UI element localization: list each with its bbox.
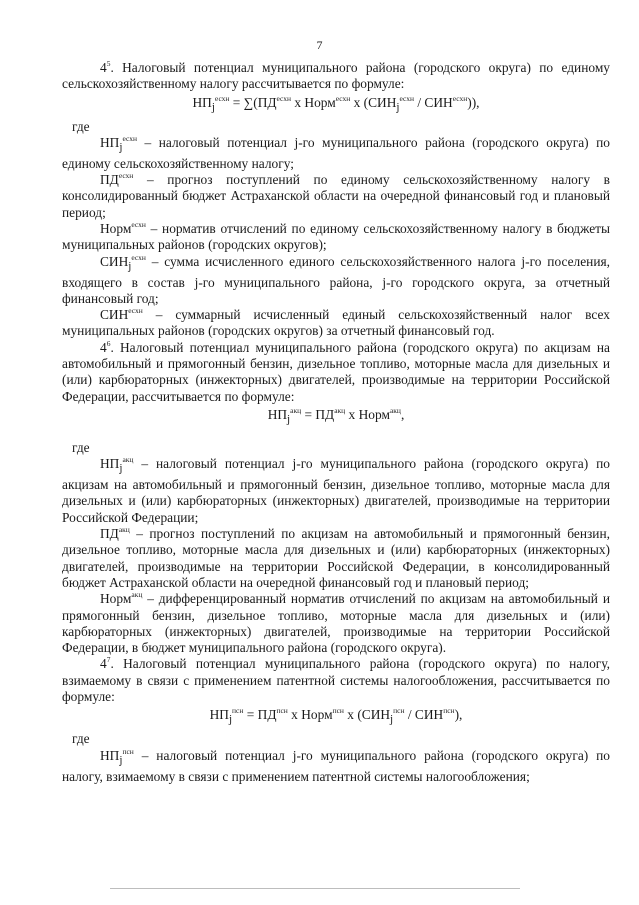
- formula-sub: j: [287, 413, 291, 426]
- definition-symbol: ПД: [100, 172, 119, 188]
- definition-sub: j: [128, 260, 132, 273]
- formula-term: x Норм: [291, 94, 336, 110]
- definition-text: – сумма исчисленного единого сельскохозяйственного налога j-го поселения, входящего в состав j-го муниципального района, j-го городского округа, за отчетный финансовый год;: [62, 253, 610, 306]
- definition-sub: j: [119, 754, 123, 767]
- definition-text: – дифференцированный норматив отчислений по акцизам на автомобильный и прямогонный бензин, дизельное топливо, моторные масла для дизельных и (или) карбюраторных (инжекторных) двигателей, производимые на территории Российской Федерации, в бюджет муниципального района (городского округа).: [62, 591, 610, 656]
- formula-sup: псн: [393, 706, 405, 716]
- definition-text: – налоговый потенциал j-го муниципального района (городского округа) по акцизам на автомобильный и прямогонный бензин, дизельное топливо, моторные масла для дизельных и (или) карбюраторных (инжекторных) двигателей, производимые на территории Российской Федерации;: [62, 456, 610, 525]
- definition-item: [62, 748, 610, 785]
- section-4-6-intro: [62, 340, 610, 405]
- definition-symbol: Норм: [100, 221, 132, 237]
- definitions-akc: [62, 456, 610, 656]
- formula-eskhn: [62, 95, 610, 116]
- formula-term: = ПД: [301, 406, 335, 422]
- definition-text: – норматив отчислений по единому сельскохозяйственному налогу в бюджеты муниципальных районов (городских округов);: [62, 221, 610, 253]
- definition-item: [62, 221, 610, 254]
- definition-sup: акц: [118, 525, 130, 535]
- definitions-eskhn: [62, 135, 610, 340]
- clause-number: 4: [100, 656, 107, 672]
- clause-superscript: 6: [106, 338, 111, 348]
- clause-superscript: 5: [106, 59, 111, 68]
- formula-sup: акц: [290, 405, 302, 415]
- definition-symbol: Норм: [100, 591, 132, 607]
- definition-sup: есхн: [118, 171, 134, 181]
- definition-symbol: НП: [100, 747, 120, 763]
- formula-psn: [62, 707, 610, 728]
- formula-term: НП: [192, 94, 212, 110]
- definition-text: – прогноз поступлений по единому сельскохозяйственному налогу в консолидированный бюджет Астраханской области на очередной финансовый год и плановый период;: [62, 172, 610, 220]
- formula-sup: псн: [232, 706, 244, 716]
- definition-item: [62, 135, 610, 172]
- formula-sup: есхн: [399, 93, 415, 103]
- formula-sup: псн: [443, 706, 455, 716]
- definition-symbol: СИН: [100, 307, 129, 323]
- formula-term: = ∑(ПД: [229, 94, 277, 110]
- formula-term: НП: [267, 406, 288, 422]
- formula-sup: акц: [334, 405, 346, 415]
- document-body: [62, 60, 610, 785]
- definition-sup: есхн: [131, 252, 146, 262]
- where-label: где: [72, 118, 90, 134]
- formula-term: ,: [400, 406, 405, 422]
- clause-text: . Налоговый потенциал муниципального района (городского округа) по акцизам на автомобильный и прямогонный бензин, дизельное топливо, моторные масла для дизельных и (или) карбюраторных (инжекторных) двигателей, производимые на территории Российской Федерации, рассчитывается по формуле:: [62, 339, 610, 404]
- where-label: где: [72, 439, 90, 455]
- formula-sub: j: [228, 714, 233, 727]
- definition-sup: акц: [122, 455, 134, 465]
- definition-symbol: ПД: [100, 526, 119, 542]
- definition-sup: есхн: [122, 133, 137, 143]
- formula-term: x Норм: [287, 707, 333, 723]
- definition-sup: псн: [122, 746, 134, 756]
- definition-item: [62, 591, 610, 656]
- definition-sub: j: [119, 141, 123, 154]
- clause-superscript: 7: [106, 655, 111, 665]
- definition-item: [62, 456, 610, 526]
- definition-sup: есхн: [128, 306, 143, 316]
- page-number: 7: [316, 38, 323, 52]
- formula-term: x (СИН: [350, 94, 397, 110]
- section-4-5-intro: [62, 60, 610, 93]
- definition-symbol: НП: [100, 456, 120, 472]
- definitions-psn: [62, 748, 610, 785]
- formula-sup: псн: [332, 706, 344, 716]
- formula-term: = ПД: [243, 707, 277, 723]
- formula-term: x Норм: [345, 406, 390, 422]
- formula-term: )),: [467, 94, 480, 110]
- clause-text: . Налоговый потенциал муниципального района (городского округа) по налогу, взимаемому в связи с применением патентной системы налогообложения, рассчитывается по формуле:: [62, 656, 610, 705]
- formula-sup: есхн: [335, 93, 351, 103]
- formula-sub: j: [396, 101, 400, 114]
- formula-sup: псн: [276, 706, 288, 716]
- section-4-7-intro: [62, 656, 610, 705]
- definition-item: [62, 172, 610, 221]
- definition-item: [62, 526, 610, 591]
- formula-sub: j: [390, 714, 394, 727]
- clause-number: 4: [100, 339, 107, 355]
- formula-sup: есхн: [276, 93, 292, 103]
- clause-number: 4: [100, 60, 107, 75]
- formula-akc: [62, 407, 610, 428]
- formula-term: / СИН: [414, 94, 453, 110]
- definition-sup: есхн: [131, 220, 146, 230]
- definition-symbol: НП: [100, 134, 120, 150]
- formula-sup: есхн: [452, 93, 468, 103]
- definition-sub: j: [119, 462, 123, 475]
- definition-text: – прогноз поступлений по акцизам на автомобильный и прямогонный бензин, дизельное топливо, моторные масла для дизельных и (или) карбюраторных (инжекторных) двигателей, производимые на территории Российской Федерации, в консолидированный бюджет Астраханской области на очередной финансовый год и плановый период;: [62, 526, 610, 590]
- formula-term: x (СИН: [343, 707, 391, 723]
- where-label: где: [72, 731, 90, 747]
- definition-item: [62, 307, 610, 340]
- formula-sup: акц: [389, 405, 401, 415]
- definition-text: – налоговый потенциал j-го муниципального района (городского округа) по единому сельскохозяйственному налогу;: [62, 134, 610, 171]
- definition-symbol: СИН: [100, 253, 129, 269]
- clause-text: . Налоговый потенциал муниципального района (городского округа) по единому сельскохозяйственному налогу рассчитывается по формуле:: [62, 60, 610, 92]
- formula-term: НП: [209, 707, 229, 723]
- formula-term: / СИН: [404, 707, 444, 723]
- definition-text: – налоговый потенциал j-го муниципального района (городского округа) по налогу, взимаемому в связи с применением патентной системы налогообложения;: [62, 747, 610, 784]
- definition-item: [62, 254, 610, 308]
- definition-text: – суммарный исчисленный единый сельскохозяйственный налог всех муниципальных районов (городских округов) за отчетный финансовый год.: [62, 307, 610, 339]
- page-bottom-rule: [110, 888, 520, 889]
- formula-term: ),: [454, 707, 463, 723]
- definition-sup: акц: [131, 590, 143, 600]
- formula-sub: j: [211, 101, 215, 114]
- formula-sup: есхн: [214, 93, 230, 103]
